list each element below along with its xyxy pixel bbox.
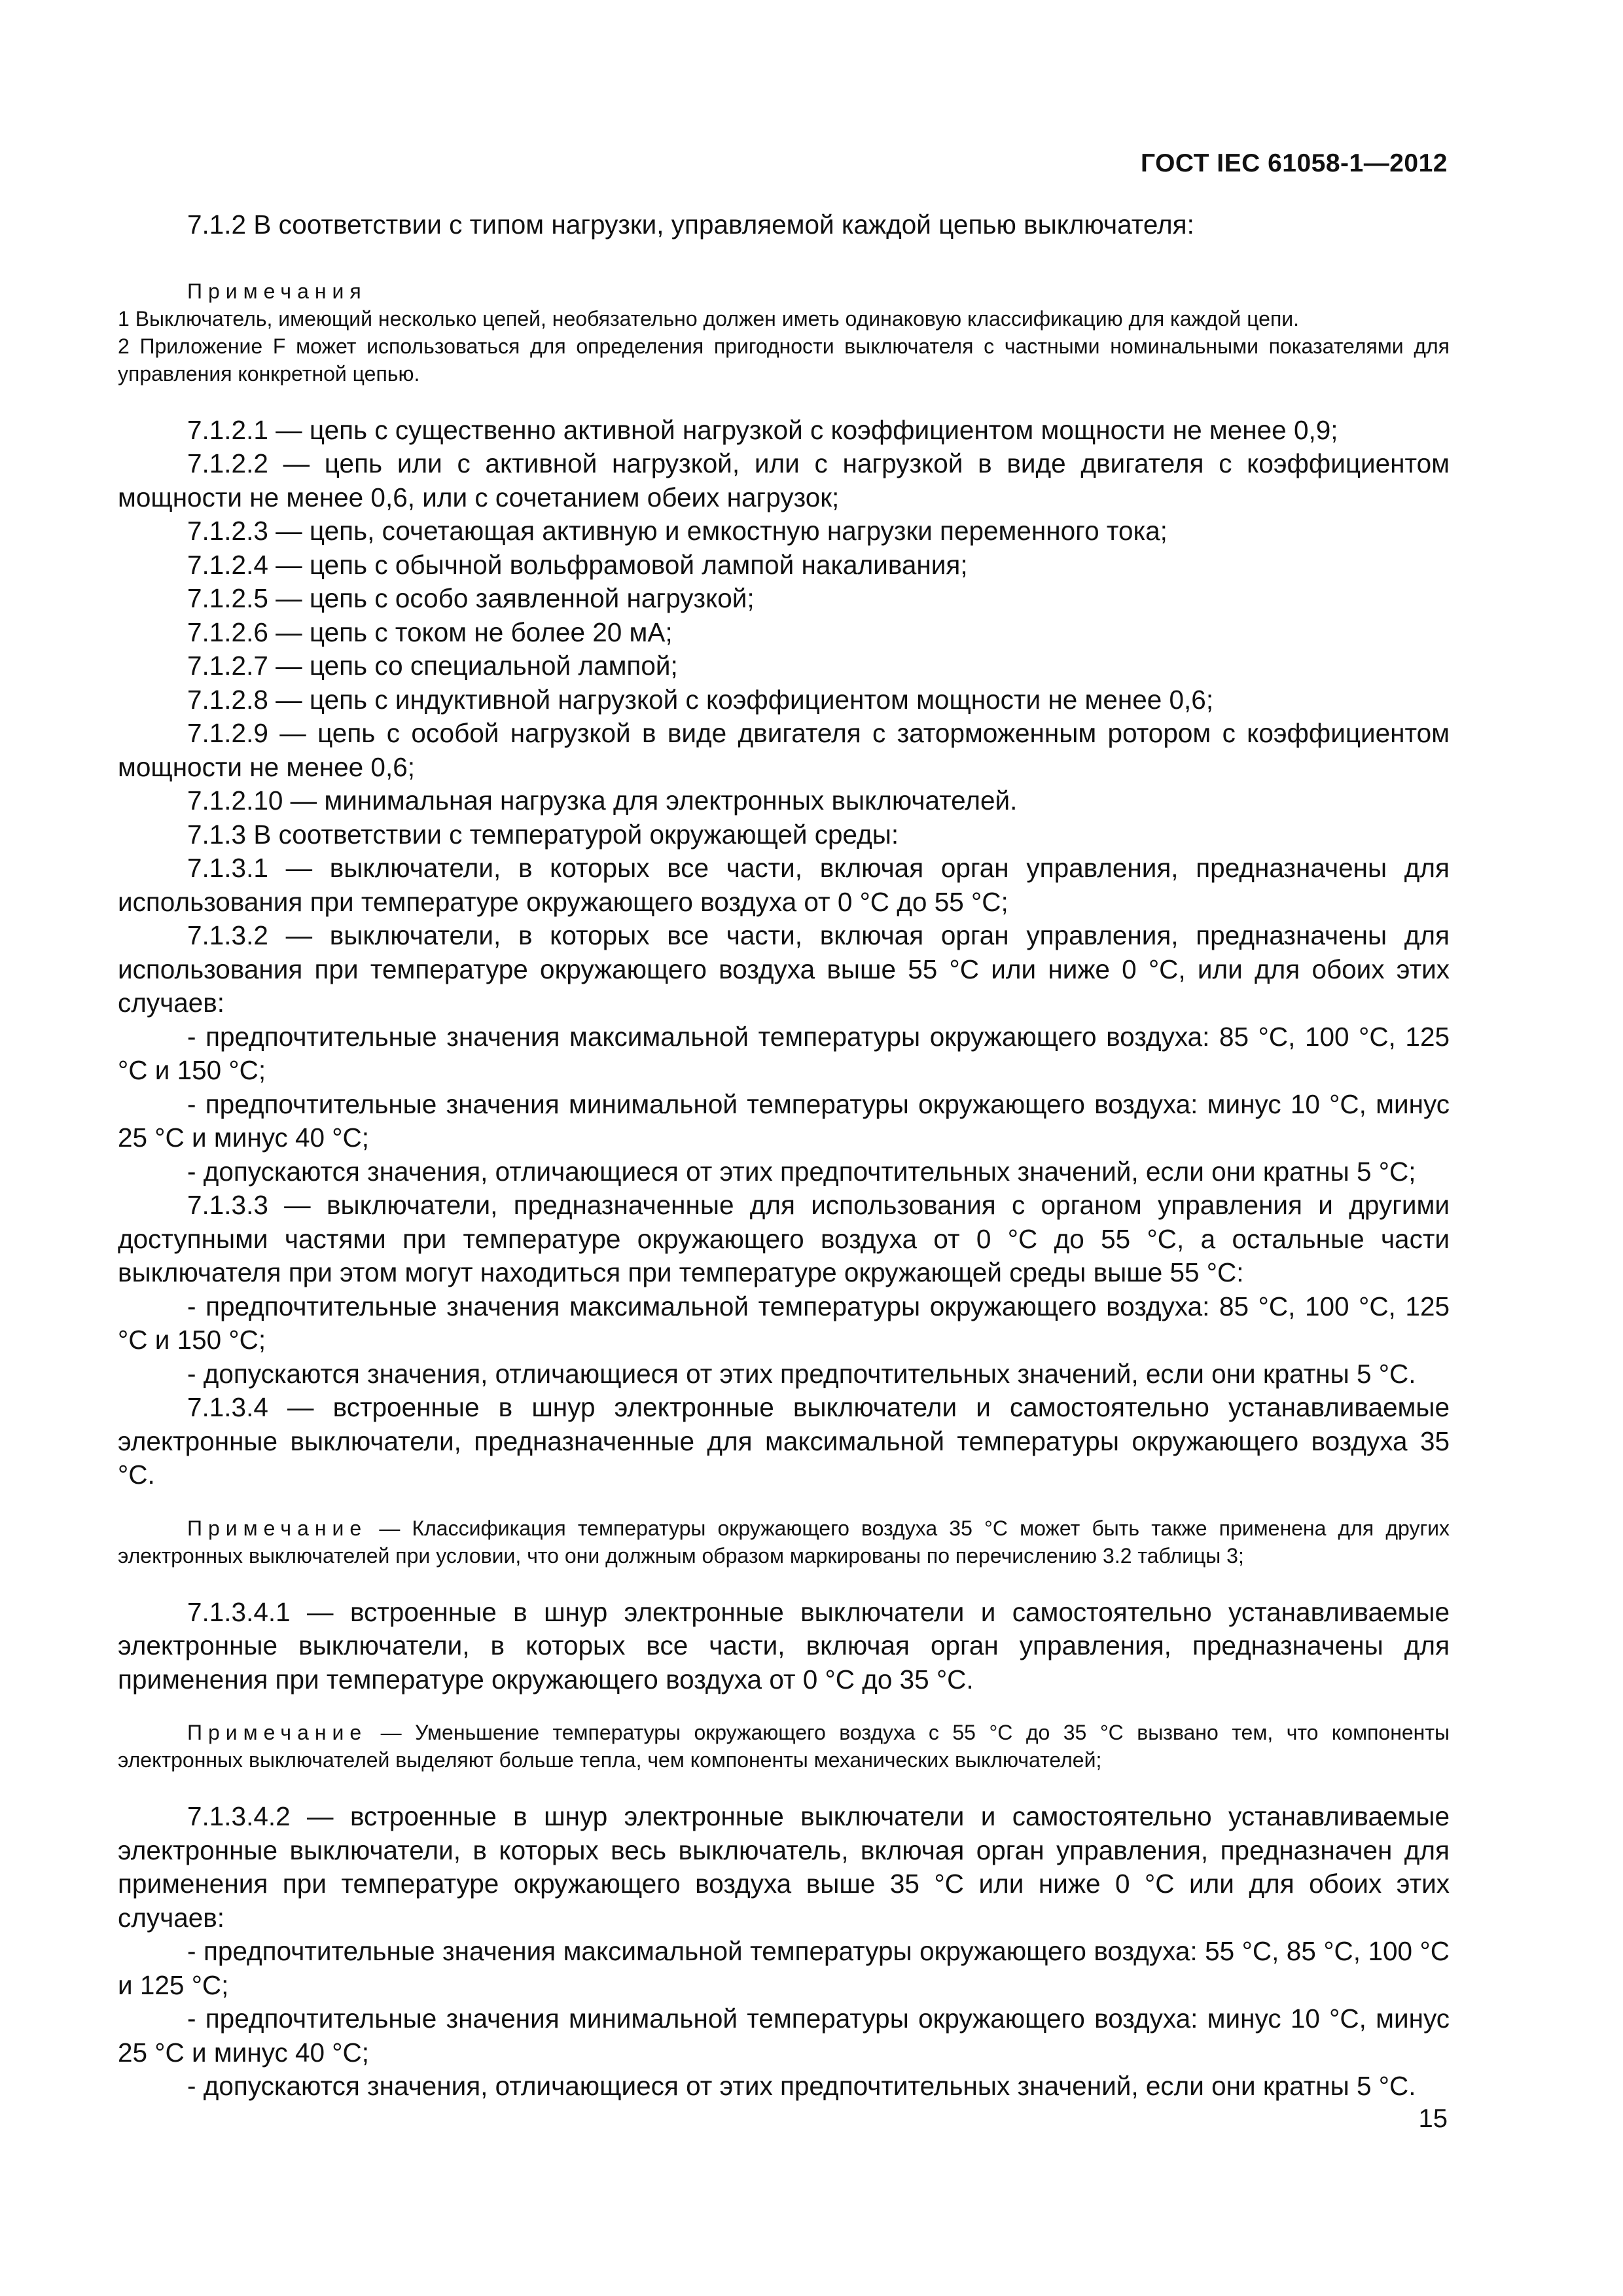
notes-heading: Примечания [187, 279, 367, 303]
clause-7-1-3-2-item-c: - допускаются значения, отличающиеся от этих предпочтительных значений, если они кратны 5 °C; [187, 1156, 1416, 1187]
clause-7-1-3-2-item-b: - предпочтительные значения минимальной температуры окружающего воздуха: минус 10 °C, минус 25 °C и минус 40 °C; [118, 1088, 1450, 1153]
clause-7-1-3-4-2-item-c: - допускаются значения, отличающиеся от этих предпочтительных значений, если они кратны 5 °C. [187, 2071, 1416, 2101]
clause-7-1-3-4-1: 7.1.3.4.1 — встроенные в шнур электронные выключатели и самостоятельно устанавливаемые электронные выключатели, в которых все части, включая орган управления, предназначены для применения при температуре окружающего воздуха от 0 °C до 35 °C. [118, 1596, 1450, 1695]
note-text: — Уменьшение температуры окружающего воздуха с 55 °C до 35 °C вызвано тем, что компоненты электронных выключателей выделяют больше тепла, чем компоненты механических выключателей; [118, 1721, 1450, 1772]
clause-7-1-2-5: 7.1.2.5 — цепь с особо заявленной нагрузкой; [187, 583, 755, 613]
clause-7-1-2-1: 7.1.2.1 — цепь с существенно активной нагрузкой с коэффициентом мощности не менее 0,9; [187, 414, 1338, 445]
note-2: 2 Приложение F может использоваться для определения пригодности выключателя с частными номинальными показателями для управления конкретной цепью. [118, 334, 1450, 386]
clause-7-1-3-3-item-b: - допускаются значения, отличающиеся от этих предпочтительных значений, если они кратны 5 °C. [187, 1358, 1416, 1389]
clause-7-1-3-3: 7.1.3.3 — выключатели, предназначенные для использования с органом управления и другими доступными частями при температуре окружающего воздуха от 0 °C до 55 °C, а остальные части выключателя при этом могут находиться при температуре окружающей среды выше 55 °C: [118, 1190, 1450, 1287]
clause-7-1-3-3-item-a: - предпочтительные значения максимальной температуры окружающего воздуха: 85 °C, 100 °C, 125 °C и 150 °C; [118, 1291, 1450, 1355]
clause-7-1-3-1: 7.1.3.1 — выключатели, в которых все части, включая орган управления, предназначены для использования при температуре окружающего воздуха от 0 °C до 55 °C; [118, 853, 1450, 917]
note-1: 1 Выключатель, имеющий несколько цепей, необязательно должен иметь одинаковую классификацию для каждой цепи. [118, 306, 1300, 331]
clause-7-1-2-9: 7.1.2.9 — цепь с особой нагрузкой в виде двигателя с заторможенным ротором с коэффициентом мощности не менее 0,6; [118, 718, 1450, 782]
clause-7-1-3-4-2-item-a: - предпочтительные значения максимальной температуры окружающего воздуха: 55 °C, 85 °C, 100 °C и 125 °C; [118, 1936, 1450, 2000]
clause-7-1-2-10: 7.1.2.10 — минимальная нагрузка для электронных выключателей. [187, 785, 1018, 816]
document-body [118, 208, 1450, 2104]
clause-7-1-3: 7.1.3 В соответствии с температурой окружающей среды: [187, 819, 899, 850]
clause-7-1-2-2: 7.1.2.2 — цепь или с активной нагрузкой, или с нагрузкой в виде двигателя с коэффициентом мощности не менее 0,6, или с сочетанием обеих нагрузок; [118, 448, 1450, 512]
page-number: 15 [1418, 2104, 1448, 2133]
clause-7-1-3-2-item-a: - предпочтительные значения максимальной температуры окружающего воздуха: 85 °C, 100 °C, 125 °C и 150 °C; [118, 1021, 1450, 1085]
clause-7-1-2-3: 7.1.2.3 — цепь, сочетающая активную и емкостную нагрузки переменного тока; [187, 516, 1168, 546]
note-label: Примечание [187, 1721, 368, 1744]
clause-7-1-2-8: 7.1.2.8 — цепь с индуктивной нагрузкой с коэффициентом мощности не менее 0,6; [187, 684, 1214, 715]
document-header: ГОСТ IEC 61058-1—2012 [1140, 149, 1448, 177]
clause-7-1-3-4-2: 7.1.3.4.2 — встроенные в шнур электронные выключатели и самостоятельно устанавливаемые электронные выключатели, в которых весь выключатель, включая орган управления, предназначен для применения при температуре окружающего воздуха выше 35 °C или ниже 0 °C или для обоих этих случаев: [118, 1801, 1450, 1933]
clause-7-1-3-2: 7.1.3.2 — выключатели, в которых все части, включая орган управления, предназначены для использования при температуре окружающего воздуха выше 55 °C или ниже 0 °C, или для обоих этих случаев: [118, 920, 1450, 1018]
clause-7-1-3-4-2-item-b: - предпочтительные значения минимальной температуры окружающего воздуха: минус 10 °C, минус 25 °C и минус 40 °C; [118, 2003, 1450, 2068]
clause-7-1-2-7: 7.1.2.7 — цепь со специальной лампой; [187, 651, 678, 681]
clause-7-1-2: 7.1.2 В соответствии с типом нагрузки, управляемой каждой цепью выключателя: [187, 209, 1194, 240]
note-text: — Классификация температуры окружающего воздуха 35 °C может быть также применена для других электронных выключателей при условии, что они должным образом маркированы по перечислению 3.2 таблицы 3; [118, 1516, 1450, 1568]
clause-7-1-2-6: 7.1.2.6 — цепь с током не более 20 мА; [187, 617, 673, 647]
clause-7-1-3-4: 7.1.3.4 — встроенные в шнур электронные выключатели и самостоятельно устанавливаемые электронные выключатели, предназначенные для максимальной температуры окружающего воздуха 35 °C. [118, 1392, 1450, 1490]
clause-7-1-2-4: 7.1.2.4 — цепь с обычной вольфрамовой лампой накаливания; [187, 549, 968, 580]
note-label: Примечание [187, 1516, 368, 1540]
note-temperature-35 [118, 1515, 1450, 1570]
note-temperature-reduction [118, 1719, 1450, 1774]
